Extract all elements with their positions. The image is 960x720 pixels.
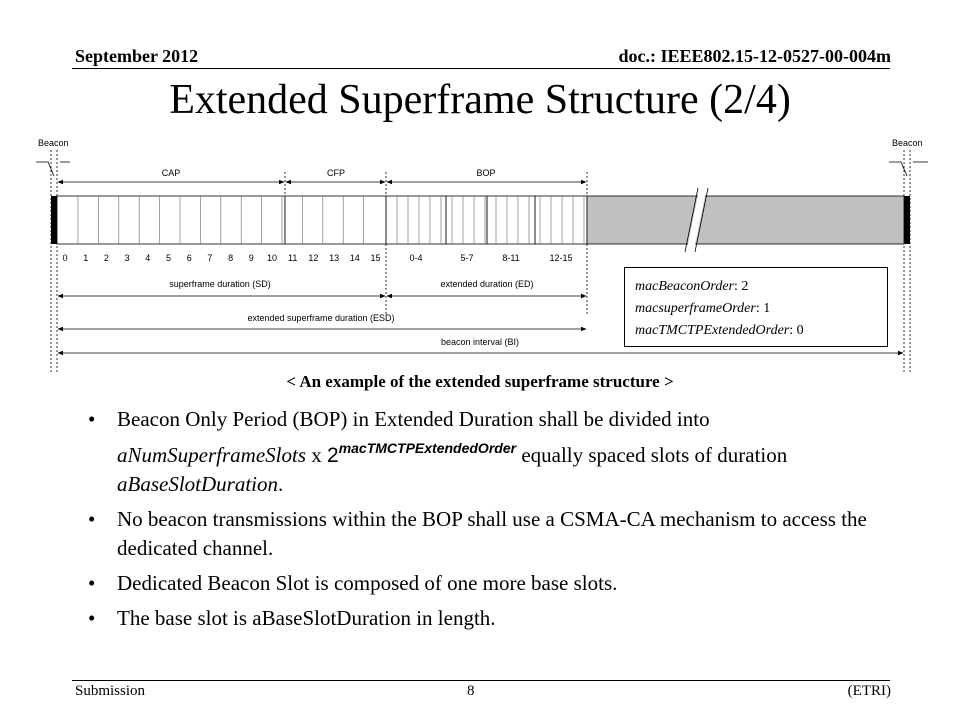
param-extended-order: macTMCTPExtendedOrder: 0 [635, 323, 804, 338]
bullet-list [82, 405, 882, 639]
beacon-right-label: Beacon [892, 138, 923, 148]
slot-label: 8 [228, 253, 234, 263]
slot-label: 4 [145, 253, 151, 263]
slot-label: 0-4 [409, 253, 423, 263]
slot-label: 12-15 [549, 253, 573, 263]
param-beacon-order: macBeaconOrder: 2 [635, 279, 749, 294]
slot-label: 0 [62, 253, 68, 263]
slide-title: Extended Superframe Structure (2/4) [169, 77, 791, 123]
slot-label: 5 [165, 253, 172, 263]
beacon-left-label: Beacon [38, 138, 69, 148]
superframe-bar [57, 196, 587, 244]
slot-label: 2 [103, 253, 109, 263]
slot-label: 5-7 [460, 253, 474, 263]
bullet-no-csma: • No beacon transmissions within the BOP shall use a CSMA-CA mechanism to access the dedicated channel. [82, 505, 882, 563]
bullet-dedicated-slot: • Dedicated Beacon Slot is composed of one more base slots. [82, 569, 882, 598]
bullet-bop-division: • Beacon Only Period (BOP) in Extended Duration shall be divided into aNumSuperframeSlots x $2^{macTMCTPExtendedOrder}$ equally spaced slots of duration aBaseSlotDuration. [82, 405, 882, 499]
slot-label: 8-11 [502, 253, 520, 263]
slot-label: 10 [266, 253, 278, 263]
parameter-box [624, 267, 888, 347]
slot-label: 13 [329, 253, 340, 263]
slot-label: 9 [248, 253, 254, 263]
slot-label: 14 [349, 253, 360, 263]
slot-label: 11 [288, 253, 298, 263]
slot-label: 6 [186, 253, 192, 263]
slot-label: 7 [207, 253, 213, 263]
slot-number-labels [62, 253, 572, 263]
beacon-slot-left [51, 196, 57, 244]
bi-label: beacon interval (BI) [440, 337, 520, 347]
footer-submission: Submission [75, 683, 146, 699]
footer-rule [72, 680, 890, 681]
inactive-period [587, 196, 904, 244]
slot-label: 12 [308, 253, 319, 263]
slot-label: 15 [370, 253, 381, 263]
footer-org: (ETRI) [847, 683, 891, 699]
header-date: September 2012 [75, 46, 199, 66]
bullet-base-slot: • The base slot is aBaseSlotDuration in length. [82, 604, 882, 633]
slot-label: 1 [83, 253, 89, 263]
cap-label: CAP [161, 168, 181, 178]
slot-label: 3 [124, 253, 130, 263]
ed-label: extended duration (ED) [440, 279, 534, 289]
header-doc-id: doc.: IEEE802.15-12-0527-00-004m [618, 46, 891, 66]
param-superframe-order: macsuperframeOrder: 1 [635, 301, 771, 316]
bop-label: BOP [476, 168, 496, 178]
cfp-label: CFP [327, 168, 345, 178]
esd-label: extended superframe duration (ESD) [247, 313, 395, 323]
sd-label: superframe duration (SD) [169, 279, 271, 289]
footer-page-number: 8 [467, 683, 475, 699]
beacon-slot-right [904, 196, 910, 244]
diagram-caption: < An example of the extended superframe structure > [286, 372, 674, 391]
